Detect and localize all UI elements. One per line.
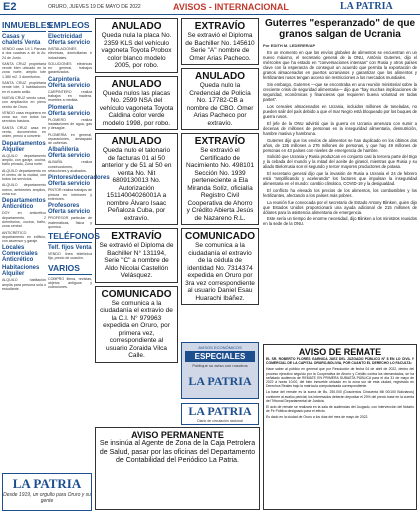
newspaper-banner	[181, 403, 259, 425]
legal-notices-column-b	[181, 18, 259, 340]
subcategory-telf-fijos: Telf. fijos Venta	[48, 245, 92, 252]
permanent-notice-title: AVISO PERMANENTE	[131, 430, 224, 440]
auction-paragraph: Hace saber al público en general que por Resolución de fecha 04 de abril de 2022, dentro del proceso ejecutivo seguido por la Cooperativa de Ahorro y Crédito contra los demandados, se ha señalado audiencia de REMATE EN PRIMERA SUBASTA PÚBLICA para el día 31 de mayo de 2022 a horas 10:00, del bien inmueble ubicado en la zona sur de esta ciudad, registrado en Derechos Reales bajo la matrícula computarizada correspondiente.	[266, 367, 414, 389]
article-paragraph: En un momento en que los envíos globales de alimentos se encuentran en un nuevo máximo, el secretario general de la ONU, António Guterres, dijo el miércoles que ha estado en "conversaciones intensas" con Rusia y otros países clave con la esperanza de conseguir un acuerdo que permita la exportación de granos almacenados en puertos ucranianos y garantizar que los alimentos y fertilizantes rusos tengan acceso sin restricciones a los mercados mundiales.	[263, 50, 417, 81]
classified-ad: ALQUILO habitación amplia para persona sola o estudiante.	[2, 278, 46, 291]
page-header	[0, 0, 420, 15]
legal-notice	[181, 133, 259, 225]
auction-paragraph: Es dado en la ciudad de Oruro a los días del mes de mayo de 2022.	[266, 415, 369, 420]
article-paragraph: Sin embargo, Guterres —que se encontraba en una reunión ministerial sobre la creciente crisis de seguridad alimentaria— dijo que "hay muchas implicaciones de seguridad, económicas y financieras que requieren buena voluntad en todas partes".	[263, 82, 417, 103]
legal-notice	[95, 228, 178, 283]
auction-notice	[263, 344, 417, 510]
subcategory-casas-venta: Casas y chalets Venta	[2, 34, 41, 46]
legal-notice	[181, 68, 259, 130]
legal-notice	[95, 18, 178, 73]
auction-notice-title: AVISO DE REMATE	[298, 347, 382, 357]
auction-paragraph: El acto de remate se realizará en la sala de audiencias del Juzgado, con intervención del Notario de Fe Pública designado para el efecto.	[266, 405, 414, 414]
newspaper-logo: LA PATRIA	[12, 476, 82, 491]
notice-title: EXTRAVÍO	[194, 21, 246, 32]
classified-ad: ANTICRÉTICO departamento en edificio, con ascensor y garaje.	[2, 230, 46, 244]
classified-ad: SANTA CRUZ casa en venta, documentos en orden, precio a convenir.	[2, 125, 46, 139]
legal-notice	[95, 133, 178, 225]
classified-ad: INSTALACIONES eléctricas, domiciliarias e industriales.	[48, 47, 92, 60]
subcategory-deptos-anticretico: Departamentos Anticrético	[2, 198, 46, 211]
notice-body: Se comunica a la ciudadanía el extravío de la cédula de identidad No. 7314374 expedida en Oruro por 3ra vez correspondiente al usuario Daniel Esau Huarachi Ibáñez.	[185, 242, 255, 302]
promo-title: ESPECIALES	[185, 351, 255, 362]
notice-title: ANULADO	[195, 71, 245, 82]
classified-ad: ALBAÑIL realiza construcciones, refacciones y acabados.	[48, 160, 92, 174]
classified-ad: DOY en anticrético departamento, 2 dormitorios, cocina, baño, zona central.	[2, 211, 46, 229]
notice-body: Se extravió el Diploma de Bachiller No. 145610 Serie "A" nombre de Omer Arias Pacheco.	[185, 32, 255, 62]
legal-notice	[95, 286, 178, 363]
legal-notice	[181, 228, 259, 305]
subcategory-albanileria: Albañilería Oferta servicio	[48, 147, 91, 160]
promo-text: Publique su aviso con nosotros	[192, 363, 248, 368]
subcategory-habitaciones: Habitaciones Alquiler	[2, 265, 40, 278]
notice-body: Queda nulo el talonario de facturas 01 al 50 anterior y de 51 al 50 en venta No. Nit 6809130013 No. Autorización 15114004026001A a nombre Álvaro Isaac Peñaloza Cuba, por extravío.	[101, 147, 172, 222]
legal-notices-column-a	[95, 18, 178, 426]
article-paragraph: El jefe de la ONU advirtió que la guerra en Ucrania amenaza con sumir a decenas de millones de personas en la inseguridad alimentaria, desnutrición, hambre masiva y hambruna.	[263, 120, 417, 136]
section-title: AVISOS - INTERNACIONAL	[173, 2, 289, 12]
notice-body: Se comunica a la ciudadanía el extravío de la C.I. N° 979963 expedida en Oruro, por primera vez, correspondiente al usuario Zoraida Vilca Calle.	[100, 299, 173, 359]
notice-title: ANULADO	[111, 21, 162, 32]
special-ads-promo	[181, 342, 259, 399]
classified-ad: SANTA CRUZ propietaria vende bien ubicado en la zona norte, amplio lote 1.380 m2. 3 dormitorios.	[2, 61, 46, 79]
page-number: E2	[3, 1, 17, 13]
classified-ad: PINTOR realiza trabajos de pintura en interiores y exteriores.	[48, 188, 92, 201]
classified-ad: PROFESOR particular de matemáticas, física y química.	[48, 216, 92, 229]
promo-subtitle: AVISOS ECONÓMICOS	[198, 345, 242, 350]
notice-title: ANULADO	[111, 78, 162, 90]
notice-body: Se extravió el Certificado de Nacimiento No. 498101 Sección No. 1939 perteneciente a Ela Miranda Solíz, oficialía Registro Civil Cooperativa de Ahorro y Crédito Abierta Jesús de Nazareno R.L.	[186, 147, 254, 222]
category-telefonos: TELÉFONOS	[48, 231, 100, 242]
notice-title: EXTRAVÍO	[111, 231, 162, 242]
classified-ad: VENDO línea telefónica fija, precio de ocasión.	[48, 252, 92, 261]
newspaper-logo: LA PATRIA	[340, 1, 393, 12]
classified-ad: SANTA CRUZ propietaria vende lote, 3 habitaciones en el cuarto anillo.	[2, 81, 46, 94]
article-paragraph: Los cereales almacenados en Ucrania, incluidos millones de toneladas, no pueden salir del país debido a que el mar Negro está bloqueado por los buques de guerra rusos.	[263, 103, 417, 120]
notice-body: Queda nula la placa No. 2359 KLS del vehículo vagoneta Toyota Probox color blanco modelo 2005, por robo.	[101, 32, 172, 69]
classified-ad: ALQUILO departamento amplio, con garaje, cocina, baño privado, Zona norte.	[2, 153, 46, 167]
legal-notice	[181, 18, 259, 65]
classified-ad: SOLUCIONES eléctricas en general, trabajos garantizados.	[48, 61, 92, 75]
classified-ad: VENDO casa esquinera en zona sur, con todos los servicios básicos.	[2, 110, 46, 124]
newspaper-logo: LA PATRIA	[188, 374, 252, 388]
legal-notice	[95, 76, 178, 131]
classified-ad: NUEVA CRUZ vendo casa, con ampliación en pleno centro de Oruro.	[2, 95, 46, 109]
subcategory-deptos-alquiler: Departamentos Alquiler	[2, 140, 46, 153]
newspaper-promo-block	[2, 473, 92, 511]
classified-ad: ALQUILO departamento en el centro de la ciudad, con todos los servicios.	[2, 168, 46, 182]
notice-body: Queda nulos las placas No. 2599 NSA del vehículo vagoneta Toyota Caldina color verde modelo 1998, por robo.	[99, 89, 174, 127]
subcategory-plomeria: Plomería Oferta servicio	[48, 104, 91, 117]
article-paragraph: El conflicto ha elevado los precios de los alimentos, los combustibles y los fertilizantes, afectando a los países más pobres.	[263, 187, 417, 198]
article-headline: Guterres "esperanzado" de que granos salgan de Ucrania	[264, 18, 416, 40]
notice-title: ANULADO	[111, 136, 162, 147]
notice-title: EXTRAVÍO	[194, 136, 246, 147]
classified-ad: CARPINTERO realiza trabajos en madera, muebles a medida.	[48, 89, 92, 103]
classified-ad: ALQUILO departamento nuevo, ambientes amplios, zona sur.	[2, 183, 46, 197]
classified-ad: PLOMERO realiza instalaciones de agua, gas y desagüe.	[48, 117, 92, 131]
subcategory-profesores: Profesores Oferta servicio	[48, 203, 91, 216]
category-empleos: EMPLEOS	[48, 20, 92, 32]
category-inmuebles: INMUEBLES	[2, 20, 53, 30]
classified-ad: COMPRO libros, revistas, objetos antiguos y colecciones.	[48, 276, 92, 290]
article-paragraph: El secretario general dijo que la invasión de Rusia a Ucrania el 24 de febrero está "amplificando y acelerando" los factores que impulsan la inseguridad alimentaria en el mundo: cambio climático, COVID-19 y la desigualdad.	[263, 171, 417, 187]
article-paragraph: Solicitó que Ucrania y Rusia produzcan en conjunto casi la tercera parte del trigo y la cebada del mundo y la mitad del aceite de girasol, mientras que Rusia y su aliado Bielorrusia son el segundo y tercer mayores productores de potasa.	[263, 154, 417, 170]
page-date: ORURO, JUEVES 19 DE MAYO DE 2022	[48, 4, 141, 10]
subcategory-locales: Locales Comerciales Anticrético	[2, 245, 38, 264]
classified-ad: PLOMERÍA en general, reparaciones, destapado de cañerías.	[48, 132, 92, 146]
classified-ad: VENDO casa 1/4 1 Panzas a dos cuadras a de la Av. 24 de Junio.	[2, 47, 46, 60]
newspaper-slogan: Desde 1919, un orgullo para Oruro y su gente	[3, 492, 91, 504]
newspaper-logo: LA PATRIA	[188, 404, 252, 418]
auction-paragraph: La base del remate es la suma de Bs. 250.000 (Doscientos Cincuenta Mil 00/100 Bolivianos) conforme al avalúo pericial; los interesados deberán depositar el 20% del precio base en la cuenta del Tribunal Departamental de Justicia.	[266, 390, 414, 403]
notice-body: Queda nulo la Credencial de Policía No. 17782-CB a nombre de CBO. Omer Arias Pacheco por extravío.	[186, 82, 254, 127]
permanent-notice	[95, 427, 260, 510]
article-byline: Por EDITH M. LEDERER/AP	[263, 43, 316, 48]
notice-body: Se extravió el Diploma de Bachiller N° 131194, Serie "C" a nombre de Aldo Nicolai Castellón Velásquez.	[99, 242, 174, 279]
classifieds-column-jobs	[48, 18, 110, 470]
article-paragraph: Este sería un tiempo de enorme necesidad, dijo Blinken a los ministros reunidos en la sede de la ONU.	[263, 216, 417, 227]
auction-notice-body	[266, 357, 414, 503]
article-paragraph: La reunión fue convocada por el secretario de Estado Antony Blinken, quien dijo que Estados Unidos proporcionará una ayuda adicional de 215 millones de dólares para la asistencia alimentaria de emergencia.	[263, 199, 417, 215]
category-varios: VARIOS	[48, 263, 92, 275]
subcategory-pintores: Pintores/decoradores Oferta servicio	[48, 175, 110, 188]
classifieds-column-real-estate	[2, 18, 53, 470]
article-body	[263, 50, 417, 335]
article-paragraph: Guterres dijo que los envíos de alimentos se han duplicado en los últimos dos años, de 135 millones a 276 millones de personas, y que hay 49 millones de personas en 43 países con niveles de emergencia de hambre.	[263, 137, 417, 153]
notice-title: COMUNICADO	[101, 288, 172, 300]
auction-paragraph: EL SR. ROBERTO FLORES GARNICA JUEZ DEL JUZGADO PÚBLICO N° 8 EN LO CIVIL Y COMERCIAL DE LA CAPITAL ORURO-BOLIVIA, POR CUANTO EL DERECHO LO FACULTA:	[266, 357, 414, 366]
subcategory-carpinteria: Carpintería Oferta servicio	[48, 76, 91, 89]
subcategory-electricidad: Electricidad Oferta servicio	[48, 34, 91, 46]
banner-text: Diario de circulación nacional	[197, 419, 243, 423]
notice-title: COMUNICADO	[185, 231, 255, 242]
permanent-notice-body: Se insinúa al Agente de Zona de la Caja Petrolera de Salud, pasar por las oficinas del Departamento de Contabilidad del Periódico La Patria.	[99, 440, 256, 464]
